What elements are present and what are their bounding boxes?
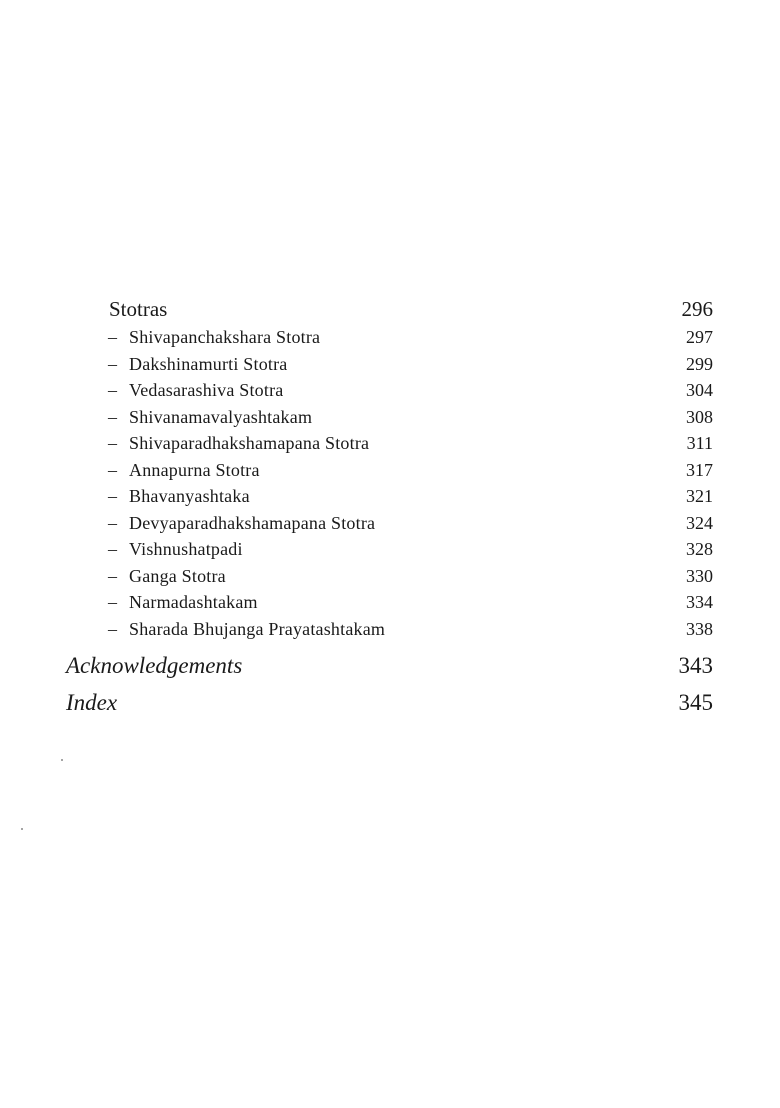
toc-entry-label: Shivaparadhakshamapana Stotra <box>129 433 370 453</box>
toc-entry-dash: – <box>108 460 117 480</box>
toc-entry-dash: – <box>108 433 117 453</box>
toc-acknowledgements-page: 343 <box>678 653 713 678</box>
toc-entry-label: Vedasarashiva Stotra <box>129 380 284 400</box>
toc-entry-dash: – <box>108 486 117 506</box>
scan-speck <box>21 828 23 830</box>
toc-entry-page: 328 <box>686 539 713 559</box>
toc-entry-label: Sharada Bhujanga Prayatashtakam <box>129 619 386 639</box>
toc-entry-label: Devyaparadhakshamapana Stotra <box>129 513 376 533</box>
toc-entry-label: Ganga Stotra <box>129 566 226 586</box>
toc-entry-dash: – <box>108 354 117 374</box>
toc-entry-page: 311 <box>686 433 713 453</box>
toc-entry-label: Shivanamavalyashtakam <box>129 407 313 427</box>
toc-entry-label: Shivapanchakshara Stotra <box>129 327 321 347</box>
toc-section-page: 296 <box>681 297 713 321</box>
toc-entry-label: Bhavanyashtaka <box>129 486 250 506</box>
toc-index-page: 345 <box>678 690 713 715</box>
toc-entry-dash: – <box>108 592 117 612</box>
toc-entry-page: 334 <box>686 592 713 612</box>
toc-entry-dash: – <box>108 566 117 586</box>
toc-entry-label: Vishnushatpadi <box>129 539 243 559</box>
toc-entry-page: 308 <box>686 407 713 427</box>
toc-entry-label: Narmadashtakam <box>129 592 258 612</box>
toc-entry-page: 304 <box>686 380 713 400</box>
toc-section-label: Stotras <box>109 297 168 321</box>
toc-entry-page: 299 <box>686 354 713 374</box>
toc-entry-dash: – <box>108 327 117 347</box>
toc-entry-label: Dakshinamurti Stotra <box>129 354 288 374</box>
toc-entry-page: 321 <box>686 486 713 506</box>
toc-entry-page: 338 <box>686 619 713 639</box>
toc-entry-page: 330 <box>686 566 713 586</box>
toc-index-label: Index <box>66 690 118 715</box>
toc-acknowledgements-label: Acknowledgements <box>66 653 243 678</box>
toc-entry-dash: – <box>108 380 117 400</box>
toc-entry-dash: – <box>108 513 117 533</box>
toc-entry-page: 317 <box>686 460 713 480</box>
toc-entry-dash: – <box>108 407 117 427</box>
toc-entry-dash: – <box>108 619 117 639</box>
toc-entry-label: Annapurna Stotra <box>129 460 260 480</box>
toc-entry-dash: – <box>108 539 117 559</box>
toc-entry-page: 297 <box>686 327 713 347</box>
scan-speck <box>61 759 63 761</box>
toc-entry-page: 324 <box>686 513 713 533</box>
